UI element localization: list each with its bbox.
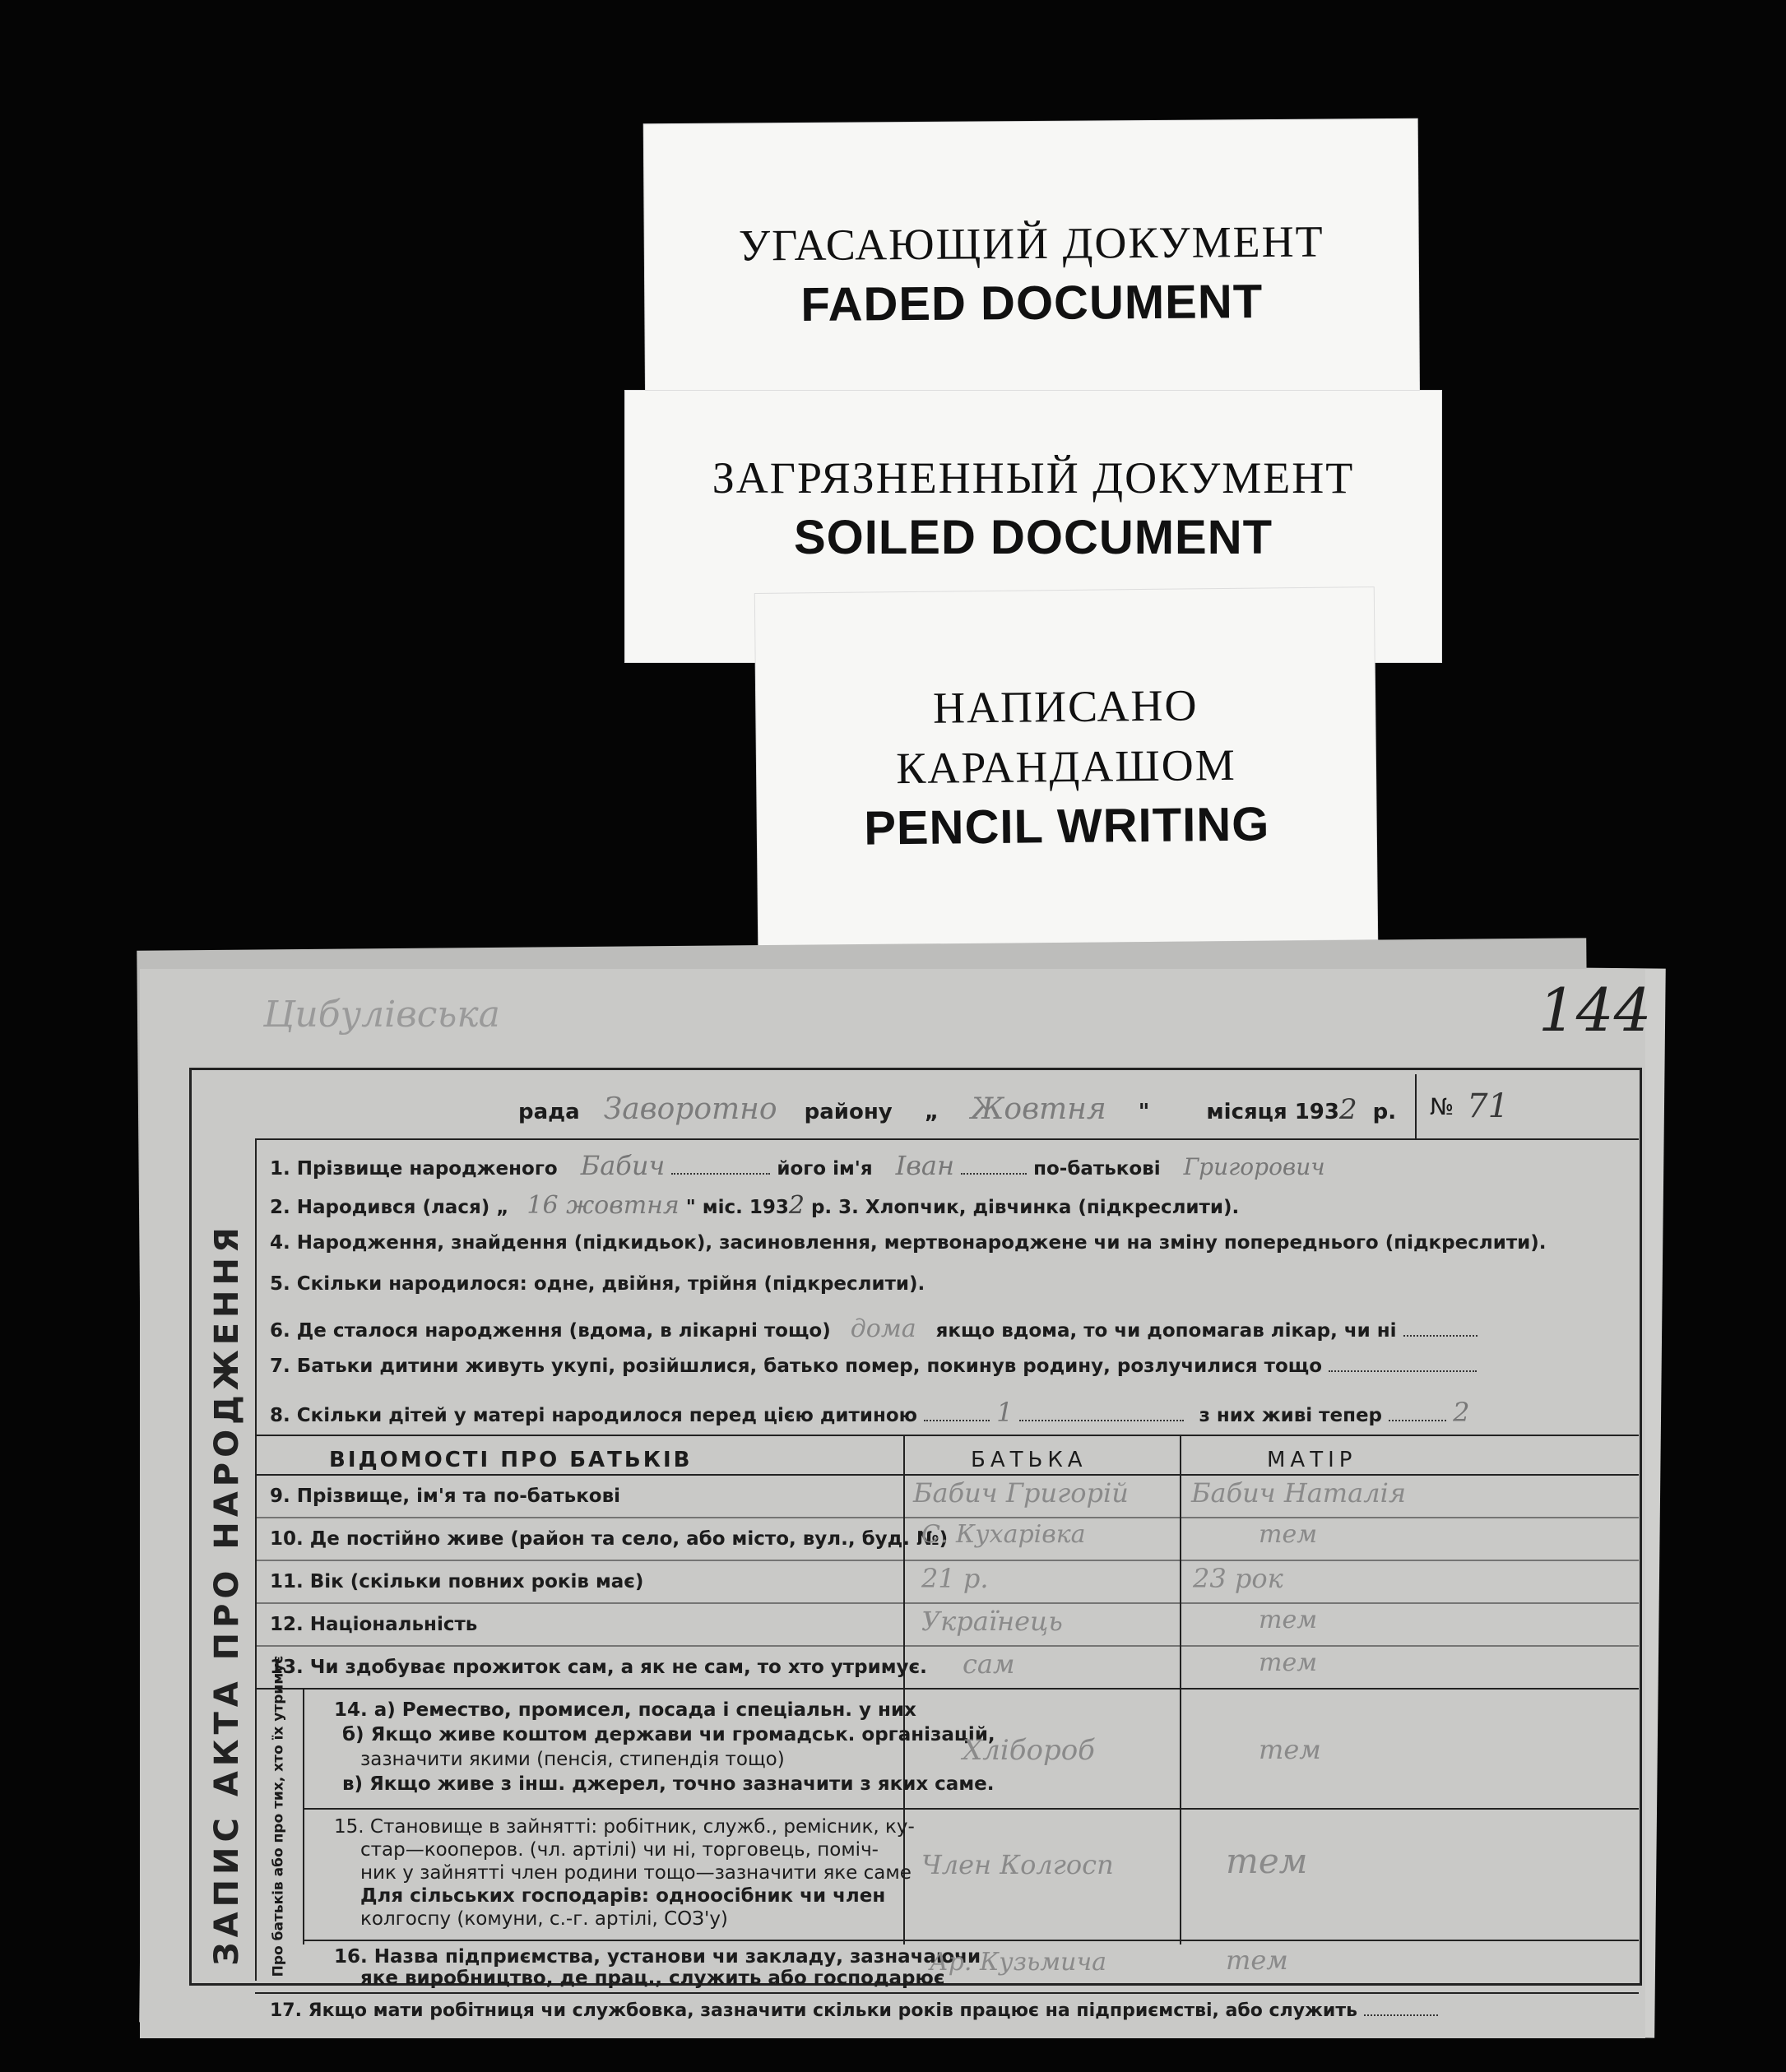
father-nationality: Українець xyxy=(921,1606,1063,1637)
row-9-label: 9. Прізвище, ім'я та по-батькові xyxy=(270,1486,621,1507)
rada-label: рада xyxy=(518,1100,580,1124)
page-number: 144 xyxy=(1538,976,1652,1045)
line1-label: 1. Прізвище народженого xyxy=(270,1158,558,1180)
father-name: Бабич Григорій xyxy=(913,1477,1129,1509)
soiled-ru-label: ЗАГРЯЗНЕННЫЙ ДОКУМЕНТ xyxy=(712,453,1355,503)
birth-date-value: 16 жовтня xyxy=(527,1191,680,1220)
row-11-divider xyxy=(255,1602,1639,1604)
line8-label: 8. Скільки дітей у матері народилося перед цією дитиною xyxy=(270,1405,918,1426)
mother-age: 23 рок xyxy=(1193,1563,1283,1594)
table-header-line xyxy=(255,1474,1639,1476)
row-16-l2: яке виробництво, де прац., служить або господарює xyxy=(360,1968,945,1989)
line8-mid-label: з них живі тепер xyxy=(1199,1405,1383,1426)
faded-ru-label: УГАСАЮЩИЙ ДОКУМЕНТ xyxy=(738,216,1324,271)
handwritten-village-top: Цибулівська xyxy=(263,994,500,1036)
year-digit: 2 xyxy=(1338,1093,1357,1126)
father-workplace: Ар. Кузьмича xyxy=(930,1948,1107,1977)
line6-mid-label: якщо вдома, то чи допомагав лікар, чи ні xyxy=(935,1320,1397,1342)
line-6 xyxy=(270,1314,1478,1343)
row-15-l1: 15. Становище в зайнятті: робітник, служб., ремісник, ку- xyxy=(334,1816,915,1838)
header-row: рада Заворотно району „ Жовтня " місяця 1932 р. xyxy=(518,1092,1397,1126)
row-14a: 14. а) Ремество, промисел, посада і спеціальн. у них xyxy=(334,1699,916,1721)
record-number-box xyxy=(1415,1074,1538,1140)
father-occupation: Хлібороб xyxy=(963,1734,1095,1767)
row-16-l1: 16. Назва підприємства, установи чи закладу, зазначаючи xyxy=(334,1946,981,1968)
row-17-label: 17. Якщо мати робітниця чи службовка, зазначити скільки років працює на підприємстві, або служить xyxy=(270,2000,1357,2021)
mother-employment: тем xyxy=(1226,1841,1308,1881)
line-1 xyxy=(270,1150,1325,1181)
month-value: Жовтня xyxy=(970,1092,1106,1126)
year-suffix: р. xyxy=(1372,1100,1397,1124)
rayon-label: району xyxy=(804,1100,893,1124)
vertical-note-text: Про батьків або про тих, хто їх утримує xyxy=(270,1655,287,1977)
mother-support: тем xyxy=(1259,1648,1318,1677)
table-header-mother: МАТІР xyxy=(1267,1448,1357,1472)
row-15-l2: стар—кооперов. (чл. артілі) чи ні, торговець, поміч- xyxy=(360,1839,879,1861)
pencil-writing-card xyxy=(755,587,1377,946)
line7-label: 7. Батьки дитини живуть укупі, розійшлися, батько помер, покинув родину, розлучилися тощо xyxy=(270,1356,1322,1377)
pencil-ru-line1: НАПИСАНО xyxy=(932,680,1199,733)
side-title-text: ЗАПИС АКТА ПРО НАРОДЖЕННЯ xyxy=(208,1222,247,1966)
soiled-en-label: SOILED DOCUMENT xyxy=(793,510,1273,564)
row-12-label: 12. Національність xyxy=(270,1614,478,1635)
line2-label: 2. Народився (лася) „ xyxy=(270,1197,509,1218)
line-4: 4. Народження, знайдення (підкидьок), засиновлення, мертвонароджене чи на зміну попереднього (підкреслити). xyxy=(270,1232,1547,1254)
row-14b: б) Якщо живе коштом держави чи громадськ. організацій, xyxy=(342,1724,995,1745)
row-14b2: зазначити якими (пенсія, стипендія тощо) xyxy=(360,1749,785,1770)
row-17 xyxy=(270,2000,1438,2021)
row-16-divider xyxy=(255,1992,1639,1994)
table-top-line xyxy=(255,1435,1639,1436)
mother-residence: тем xyxy=(1259,1520,1318,1549)
surname-value: Бабич xyxy=(580,1150,666,1181)
line2-end-label: р. 3. Хлопчик, дівчинка (підкреслити). xyxy=(810,1197,1240,1218)
line-7 xyxy=(270,1356,1477,1377)
father-support: сам xyxy=(963,1648,1015,1680)
father-employment: Член Колгосп xyxy=(921,1849,1114,1880)
row-15-divider xyxy=(303,1940,1639,1941)
row-14c: в) Якщо живе з інш. джерел, точно зазначити з яких саме. xyxy=(342,1773,995,1795)
number-label: № xyxy=(1430,1092,1454,1120)
table-header-father: БАТЬКА xyxy=(971,1448,1088,1472)
line-8 xyxy=(270,1397,1469,1428)
mother-name: Бабич Наталія xyxy=(1191,1477,1407,1509)
father-age: 21 р. xyxy=(921,1563,989,1594)
header-divider xyxy=(255,1138,1639,1140)
birth-place-value: дома xyxy=(850,1314,916,1343)
faded-document-card xyxy=(644,119,1420,429)
birth-record-document xyxy=(140,969,1652,2038)
mother-workplace: тем xyxy=(1226,1945,1288,1976)
pencil-en-label: PENCIL WRITING xyxy=(863,797,1270,855)
row-13-label: 13. Чи здобуває прожиток сам, а як не сам, то хто утримує. xyxy=(270,1657,927,1678)
line-5: 5. Скільки народилося: одне, двійня, трійня (підкреслити). xyxy=(270,1273,925,1295)
rada-value: Заворотно xyxy=(603,1092,777,1126)
mother-nationality: тем xyxy=(1259,1606,1318,1634)
row-15-l5: колгоспу (комуни, с.-г. артілі, СОЗ'у) xyxy=(360,1908,728,1930)
table-header-info: ВІДОМОСТІ ПРО БАТЬКІВ xyxy=(329,1448,693,1472)
row-15-l3: ник у зайнятті член родини тощо—зазначити яке саме xyxy=(360,1862,912,1884)
father-residence: С. Кухарівка xyxy=(921,1520,1086,1549)
row-9-divider xyxy=(255,1517,1639,1518)
month-label: місяця 193 xyxy=(1206,1100,1339,1124)
children-alive-value: 2 xyxy=(1453,1397,1470,1428)
line1-end-label: по-батькові xyxy=(1033,1158,1161,1180)
row-13-divider xyxy=(255,1688,1639,1690)
line1-mid-label: його ім'я xyxy=(777,1158,873,1180)
row-10-label: 10. Де постійно живе (район та село, або місто, вул., буд. №) xyxy=(270,1528,949,1550)
line2-mid-label: " міс. 193 xyxy=(685,1197,789,1218)
row-12-divider xyxy=(255,1645,1639,1647)
pencil-ru-line2: КАРАНДАШОМ xyxy=(895,739,1237,793)
side-title xyxy=(191,1150,263,2038)
patronymic-value: Григорович xyxy=(1183,1153,1325,1180)
mother-occupation: тем xyxy=(1259,1734,1321,1765)
faded-en-label: FADED DOCUMENT xyxy=(800,275,1264,332)
sub-side-divider xyxy=(303,1688,304,1945)
line-2 xyxy=(270,1191,1239,1220)
birth-year-digit: 2 xyxy=(788,1191,805,1220)
row-10-divider xyxy=(255,1560,1639,1561)
line6-label: 6. Де сталося народження (вдома, в лікарні тощо) xyxy=(270,1320,831,1342)
row-11-label: 11. Вік (скільки повних років має) xyxy=(270,1571,644,1592)
children-before-value: 1 xyxy=(996,1397,1014,1428)
given-name-value: Іван xyxy=(895,1150,955,1181)
record-number: 71 xyxy=(1467,1087,1510,1125)
row-15-l4: Для сільських господарів: одноосібник чи член xyxy=(360,1885,886,1907)
mother-column-line xyxy=(1180,1435,1181,1945)
row-14-divider xyxy=(303,1808,1639,1810)
vertical-note xyxy=(255,1655,301,1977)
